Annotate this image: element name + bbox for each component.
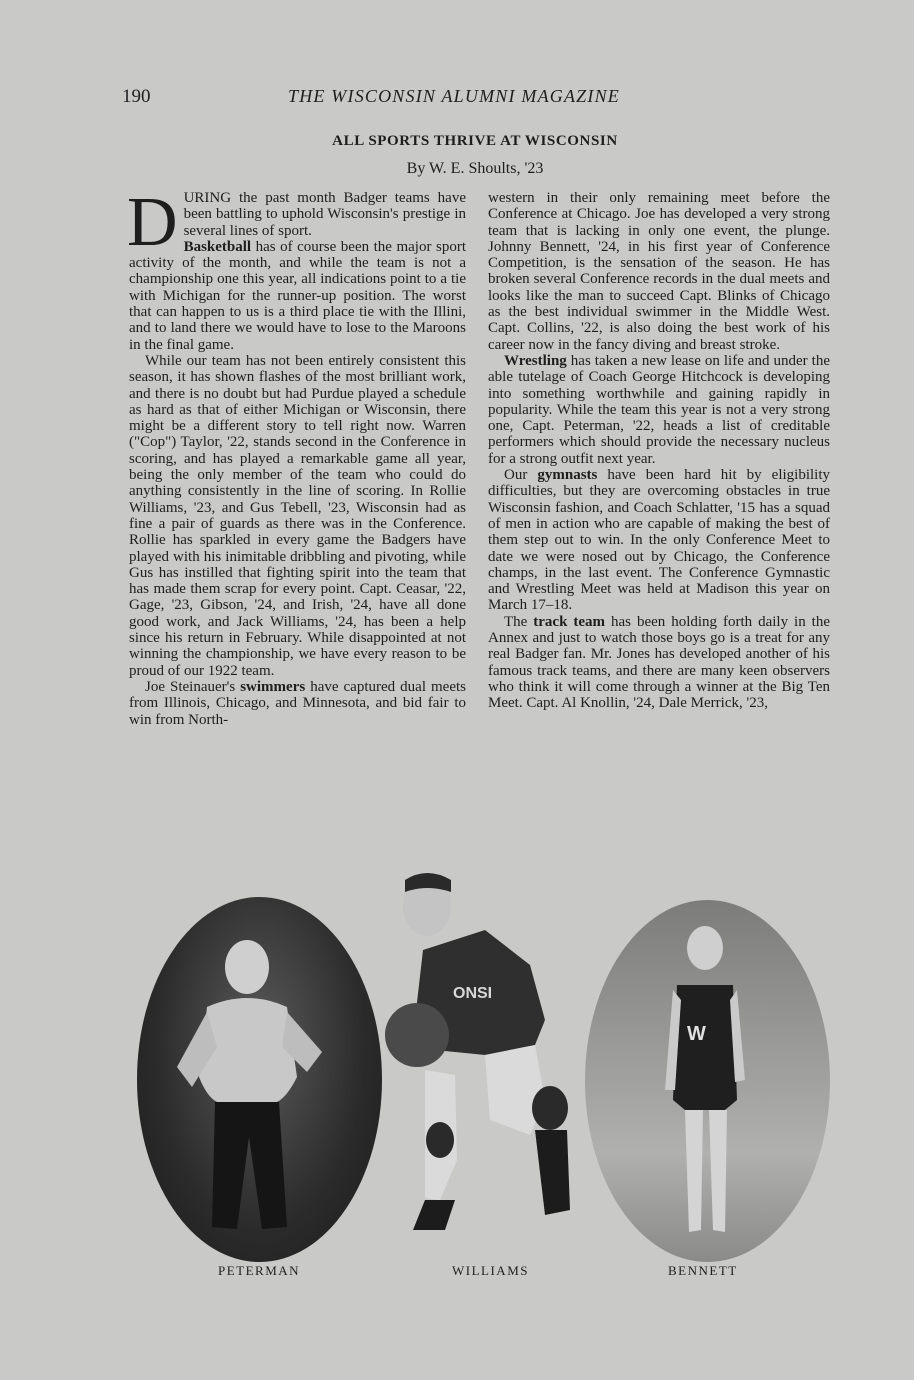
intro-text: URING the past month Badger teams have been battling to uphold Wisconsin's prestige in several lines of sport. — [183, 190, 466, 239]
photo-peterman — [137, 897, 382, 1262]
page-number: 190 — [122, 86, 151, 107]
magazine-title: THE WISCONSIN ALUMNI MAGAZINE — [288, 86, 620, 106]
wrestler-figure — [137, 897, 382, 1262]
swimmers-pre: Joe Steinauer's — [145, 678, 241, 695]
basketball-text: has of course been the major sport activity of the month, and while the team is not a championship one this year, all indications point to a tie with Michigan for the runner-up position. The worst that can happen to us is a third place tie with the Illini, and to land there we would have to lose to the Maroons in the final game. — [129, 238, 466, 353]
gymnasts-heading: gymnasts — [537, 467, 598, 484]
photo-strip — [0, 870, 914, 1270]
paragraph-basketball — [129, 239, 466, 353]
page-header — [122, 86, 662, 112]
paragraph-team: While our team has not been entirely consistent this season, it has shown flashes of the most brilliant work, and there is no doubt but had Purdue played a schedule as hard as that of either Michigan or Wisconsin, there might be a different story to tell right now. Warren ("Cop") Taylor, '22, stands second in the Conference in scoring, and has played a remarkable game all year, being the only member of the team who could do anything consistently in the line of scoring. In Rollie Williams, '23, and Gus Tebell, '23, Wisconsin had as fine a pair of guards as there was in the Conference. Rollie has sparkled in every game the Badgers have played with his inimitable dribbling and pivoting, while Gus has instilled that fighting spirit into the team that has made them scrap for every point. Capt. Ceasar, '22, Gage, '23, Gibson, '24, and Irish, '24, have all done good work, and Jack Williams, '24, has been a help since his return in February. While disappointed at not winning the championship, we have every reason to be proud of our 1922 team. — [129, 352, 466, 679]
basketball-player-figure — [385, 870, 575, 1240]
right-column — [488, 190, 830, 712]
gymnasts-text: have been hard hit by eligibility difficulties, but they are overcoming obstacles in true Wisconsin fashion, and Coach Schlatter, '15 has a squad of men in action who are capable of making the best of them step out to win. In the only Conference Meet to date we were nosed out by Chicago, the Conference champs, in the last event. The Conference Gymnastic and Wrestling Meet was held at Madison this year on March 17–18. — [488, 467, 830, 614]
caption-peterman: PETERMAN — [218, 1263, 301, 1278]
drop-cap: D — [127, 184, 178, 261]
paragraph-wrestling — [488, 353, 830, 467]
photo-williams — [385, 870, 575, 1240]
article-title: ALL SPORTS THRIVE AT WISCONSIN — [332, 133, 618, 149]
photo-bennett — [585, 900, 830, 1262]
paragraph-track — [488, 614, 830, 712]
paragraph-gymnasts — [488, 467, 830, 614]
paragraph-swimmers — [129, 679, 466, 728]
track-text: has been holding forth daily in the Annex and just to watch those boys go is a treat for any real Badger fan. Mr. Jones has developed another of his famous track teams, and there are many keen observers who think it will come through a winner at the Big Ten Meet. Capt. Al Knollin, '24, Dale Merrick, '23, — [488, 613, 830, 712]
left-column — [127, 184, 466, 728]
track-heading: track team — [533, 613, 606, 630]
gymnasts-pre: Our — [504, 467, 538, 484]
article-byline: By W. E. Shoults, '23 — [406, 160, 544, 177]
swimmer-figure — [585, 900, 830, 1262]
swimmers-text: have captured dual meets from Illinois, Chicago, and Minnesota, and bid fair to win from North- — [129, 678, 466, 728]
wrestling-text: has taken a new lease on life and under the able tutelage of Coach George Hitchcock is developing into something worthwhile and gaining rapidly in popularity. While the team this year is not a very strong one, Capt. Peterman, '22, heads a list of creditable performers which should provide the necessary nucleus for a strong outfit next year. — [488, 352, 830, 467]
swimmers-heading: swimmers — [240, 678, 306, 695]
suit-lettering: W — [687, 1023, 706, 1045]
track-pre: The — [504, 613, 534, 630]
caption-bennett: BENNETT — [668, 1263, 738, 1278]
paragraph-swimming-cont: western in their only remaining meet before the Conference at Chicago. Joe has developed a very strong team that is lacking in only one event, the plunge. Johnny Bennett, '24, in his first year of Conference Competition, is the sensation of the season. He has broken several Conference records in the dual meets and looks like the man to succeed Capt. Blinks of Chicago as the best individual swimmer in the Middle West. Capt. Collins, '22, is also doing the best work of his career now in the fancy diving and breast stroke. — [488, 190, 830, 353]
wrestling-heading: Wrestling — [504, 352, 567, 369]
jersey-lettering: ONSI — [453, 985, 493, 1002]
caption-williams: WILLIAMS — [452, 1263, 529, 1278]
basketball-heading: Basketball — [183, 238, 252, 255]
